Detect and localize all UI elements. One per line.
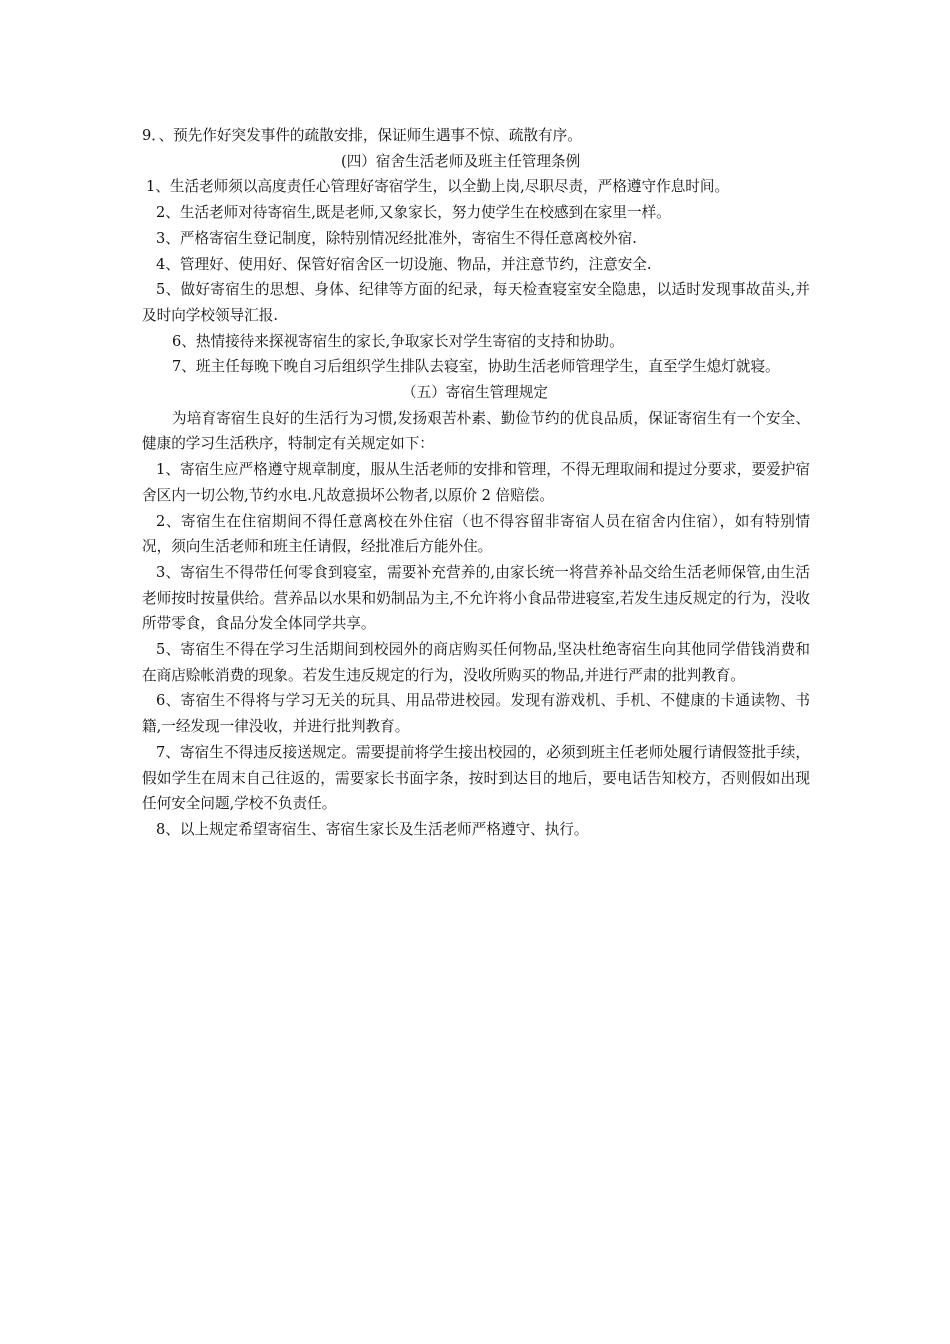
section-5-title: （五）寄宿生管理规定 — [402, 384, 548, 402]
paragraph-item-9: 9．、预先作好突发事件的疏散安排，保证师生遇事不惊、疏散有序。 — [142, 127, 582, 144]
section-5-item-1: 1、寄宿生应严格遵守规章制度，服从生活老师的安排和管理，不得无理取闹和提过分要求，要爱护宿舍区内一切公物,节约水电.凡故意损坏公物者,以原价 2 倍赔偿。 — [142, 461, 810, 504]
section-5-item-6: 6、寄宿生不得将与学习无关的玩具、用品带进校园。发现有游戏机、手机、不健康的卡通读物、书籍,一经发现一律没收，并进行批判教育。 — [142, 692, 810, 736]
section-4-item-4: 4、管理好、使用好、保管好宿舍区一切设施、物品，并注意节约，注意安全. — [156, 255, 652, 273]
section-4-item-7: 7、班主任每晚下晚自习后组织学生排队去寝室，协助生活老师管理学生，直至学生熄灯就寝。 — [172, 358, 780, 376]
section-4-item-6: 6、热情接待来探视寄宿生的家长,争取家长对学生寄宿的支持和协助。 — [172, 332, 624, 350]
section-5-intro: 为培育寄宿生良好的生活行为习惯,发扬艰苦朴素、勤俭节约的优良品质，保证寄宿生有一个安全、健康的学习生活秩序，特制定有关规定如下： — [142, 409, 810, 453]
section-5-item-2: 2、寄宿生在住宿期间不得任意离校在外住宿（也不得容留非寄宿人员在宿舍内住宿），如有特别情况，须向生活老师和班主任请假，经批准后方能外住。 — [142, 512, 810, 556]
section-5-item-7: 7、寄宿生不得违反接送规定。需要提前将学生接出校园的，必须到班主任老师处履行请假签批手续，假如学生在周末自己往返的，需要家长书面字条，按时到达目的地后，要电话告知校方，否则假如出现任何安全问题,学校不负责任。 — [142, 743, 810, 813]
section-5-item-3: 3、寄宿生不得带任何零食到寝室，需要补充营养的,由家长统一将营养补品交给生活老师保管,由生活老师按时按量供给。营养品以水果和奶制品为主,不允许将小食品带进寝室,若发生违反规定的行为，没收所带零食，食品分发全体同学共享。 — [142, 563, 810, 633]
section-4-title: (四）宿舍生活老师及班主任管理条例 — [341, 152, 581, 170]
section-4-item-5: 5、做好寄宿生的思想、身体、纪律等方面的纪录，每天检查寝室安全隐患，以适时发现事故苗头,并及时向学校领导汇报. — [142, 281, 810, 324]
section-4-item-2: 2、生活老师对待寄宿生,既是老师,又象家长，努力使学生在校感到在家里一样。 — [156, 204, 671, 222]
document-page — [142, 123, 810, 843]
section-4-item-3: 3、严格寄宿生登记制度，除特别情况经批准外，寄宿生不得任意离校外宿. — [156, 229, 637, 247]
section-5-item-8: 8、以上规定希望寄宿生、寄宿生家长及生活老师严格遵守、执行。 — [156, 820, 589, 838]
section-4-item-1: 1、生活老师须以高度责任心管理好寄宿学生，以全勤上岗,尽职尽责，严格遵守作息时间。 — [146, 178, 730, 196]
section-5-item-5: 5、寄宿生不得在学习生活期间到校园外的商店购买任何物品,坚决杜绝寄宿生向其他同学借钱消费和在商店赊帐消费的现象。若发生违反规定的行为，没收所购买的物品,并进行严肃的批判教育。 — [142, 641, 810, 684]
